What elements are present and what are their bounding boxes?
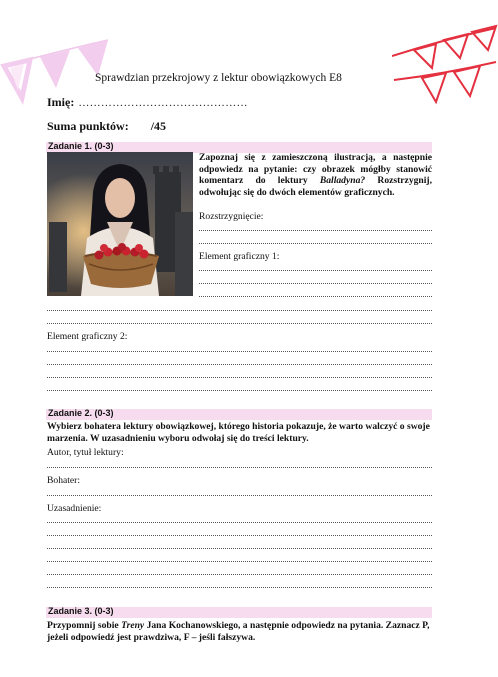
answer-line[interactable] bbox=[47, 310, 432, 311]
answer-line[interactable] bbox=[199, 243, 432, 244]
task-1-label-decision: Rozstrzygnięcie: bbox=[199, 211, 264, 222]
task-1-label-element-1: Element graficzny 1: bbox=[199, 251, 280, 262]
illustration-image bbox=[47, 152, 193, 296]
task-2-label-hero: Bohater: bbox=[47, 475, 81, 486]
name-dots: ……………………………………… bbox=[78, 97, 248, 109]
answer-line[interactable] bbox=[47, 548, 432, 549]
name-row bbox=[47, 93, 248, 111]
task-1-label-element-2: Element graficzny 2: bbox=[47, 331, 128, 342]
name-label: Imię: bbox=[47, 95, 75, 109]
answer-line[interactable] bbox=[47, 377, 432, 378]
answer-line[interactable] bbox=[47, 574, 432, 575]
task-2-instruction: Wybierz bohatera lektury obowiązkowej, którego historia pokazuje, że warto walczyć o swoje marzenia. W uzasadnieniu wyboru odwołaj się do treści lektury. bbox=[47, 421, 430, 444]
answer-line[interactable] bbox=[47, 561, 432, 562]
answer-line[interactable] bbox=[199, 230, 432, 231]
score-label: Suma punktów: bbox=[47, 119, 129, 133]
answer-line[interactable] bbox=[47, 351, 432, 352]
answer-line[interactable] bbox=[47, 587, 432, 588]
task-3-header: Zadanie 3. (0-3) bbox=[46, 607, 432, 618]
answer-line[interactable] bbox=[199, 283, 432, 284]
answer-line[interactable] bbox=[47, 390, 432, 391]
answer-line[interactable] bbox=[199, 296, 432, 297]
answer-line[interactable] bbox=[47, 364, 432, 365]
score-value: /45 bbox=[150, 119, 167, 133]
task-3-instruction: Przypomnij sobie Treny Jana Kochanowskiego, a następnie odpowiedz na pytania. Zaznacz P, jeżeli odpowiedź jest prawdziwa, F – jeśli fałszywa. bbox=[47, 620, 430, 643]
answer-line[interactable] bbox=[47, 522, 432, 523]
answer-line[interactable] bbox=[47, 535, 432, 536]
answer-line[interactable] bbox=[47, 495, 432, 496]
task-2-header: Zadanie 2. (0-3) bbox=[46, 409, 432, 420]
task-2-label-justification: Uzasadnienie: bbox=[47, 503, 102, 514]
answer-line[interactable] bbox=[199, 270, 432, 271]
answer-line[interactable] bbox=[47, 323, 432, 324]
task-2-label-author: Autor, tytuł lektury: bbox=[47, 447, 124, 458]
page-title: Sprawdzian przekrojowy z lektur obowiązkowych E8 bbox=[95, 72, 342, 84]
answer-line[interactable] bbox=[47, 467, 432, 468]
score-row bbox=[47, 117, 166, 135]
bunting-red-decoration bbox=[392, 10, 498, 120]
task-1-header: Zadanie 1. (0-3) bbox=[46, 142, 432, 153]
task-1-instruction: Zapoznaj się z zamieszczoną ilustracją, a następnie odpowiedz na pytanie: czy obrazek mógłby stanowić komentarz do lektury Balladyna? Rozstrzygnij, odwołując się do dwóch elementów graficznych. bbox=[199, 152, 433, 198]
